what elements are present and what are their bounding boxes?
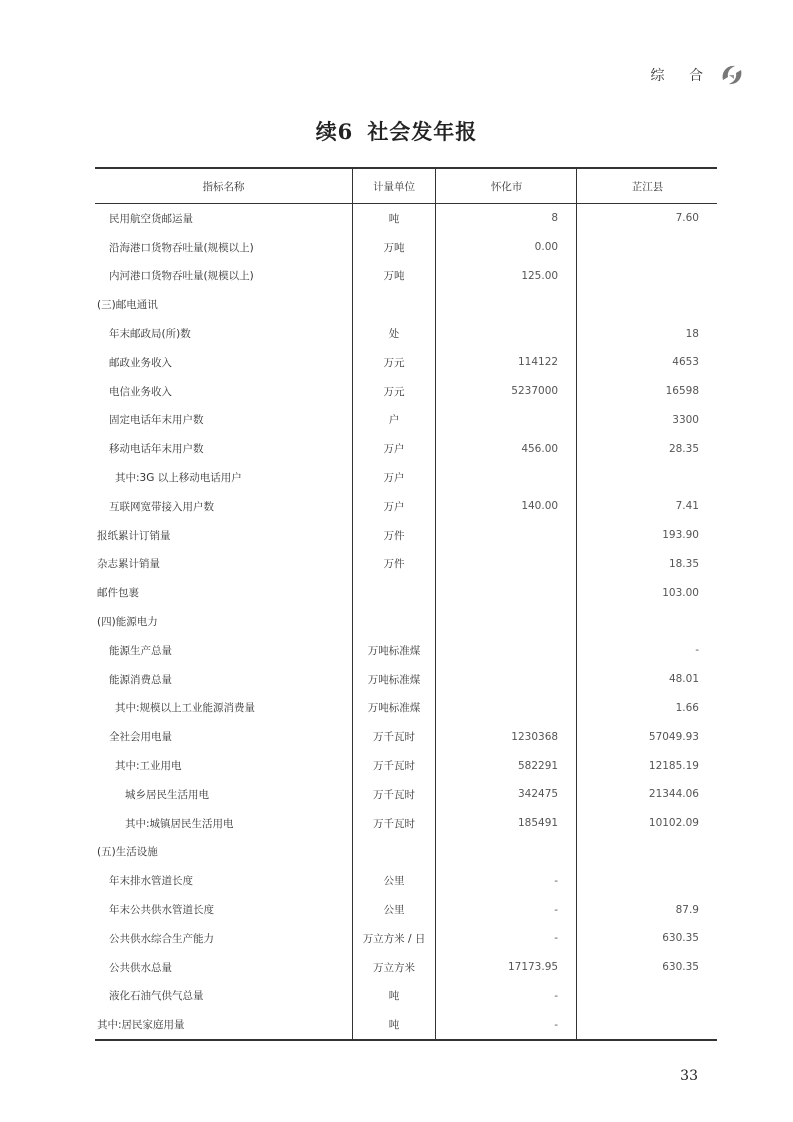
huaihua-value-cell: 125.00 (436, 262, 577, 291)
indicator-name-cell: 其中:城镇居民生活用电 (125, 817, 234, 830)
zhijiang-value-cell: 48.01 (577, 665, 717, 694)
indicator-name-cell: 固定电话年末用户数 (109, 414, 204, 427)
zhijiang-value-cell (577, 866, 717, 895)
table-row (95, 550, 717, 579)
indicator-name-cell: 液化石油气供气总量 (109, 990, 204, 1003)
huaihua-value-cell: 8 (436, 204, 577, 233)
zhijiang-value-cell: 57049.93 (577, 722, 717, 751)
column-header-zhijiang: 芷江县 (577, 168, 717, 204)
huaihua-value-cell (436, 838, 577, 867)
huaihua-value-cell: 114122 (436, 348, 577, 377)
unit-cell (352, 838, 435, 867)
unit-cell: 万吨标准煤 (352, 665, 435, 694)
table-row (95, 607, 717, 636)
indicator-name-cell: 全社会用电量 (109, 731, 172, 744)
indicator-name-cell: 其中:3G 以上移动电话用户 (115, 472, 242, 485)
unit-cell: 万户 (352, 434, 435, 463)
unit-cell: 处 (352, 319, 435, 348)
huaihua-value-cell: 185491 (436, 809, 577, 838)
unit-cell: 万吨 (352, 233, 435, 262)
indicator-name-cell: 城乡居民生活用电 (125, 788, 209, 801)
unit-cell: 万元 (352, 377, 435, 406)
table-row (95, 751, 717, 780)
table-row (95, 233, 717, 262)
unit-cell: 万吨标准煤 (352, 694, 435, 723)
table-row (95, 924, 717, 953)
unit-cell: 万元 (352, 348, 435, 377)
zhijiang-value-cell: 12185.19 (577, 751, 717, 780)
indicator-name-cell: (四)能源电力 (97, 616, 158, 629)
huaihua-value-cell: 17173.95 (436, 953, 577, 982)
huaihua-value-cell (436, 550, 577, 579)
table-row (95, 866, 717, 895)
indicator-name-cell: 互联网宽带接入用户数 (109, 500, 214, 513)
table-row (95, 895, 717, 924)
indicator-name-cell: 年末公共供水管道长度 (109, 904, 214, 917)
column-header-indicator: 指标名称 (95, 168, 352, 204)
unit-cell: 万千瓦时 (352, 722, 435, 751)
unit-cell (352, 578, 435, 607)
zhijiang-value-cell: 10102.09 (577, 809, 717, 838)
table-row (95, 809, 717, 838)
unit-cell: 万件 (352, 550, 435, 579)
huaihua-value-cell (436, 578, 577, 607)
unit-cell: 万立方米 (352, 953, 435, 982)
zhijiang-value-cell: 16598 (577, 377, 717, 406)
zhijiang-value-cell: 21344.06 (577, 780, 717, 809)
table-row (95, 348, 717, 377)
unit-cell: 万件 (352, 521, 435, 550)
table-row (95, 492, 717, 521)
indicator-name-cell: 民用航空货邮运量 (109, 212, 193, 225)
unit-cell: 公里 (352, 895, 435, 924)
huaihua-value-cell (436, 665, 577, 694)
table-row (95, 262, 717, 291)
zhijiang-value-cell: - (577, 636, 717, 665)
zhijiang-value-cell (577, 290, 717, 319)
table-body (95, 204, 717, 1041)
indicator-name-cell: 其中:居民家庭用量 (95, 1010, 352, 1040)
table-row (95, 377, 717, 406)
huaihua-value-cell: 0.00 (436, 233, 577, 262)
indicator-name-cell: 其中:规模以上工业能源消费量 (115, 702, 256, 715)
title-prefix: 续6 (315, 119, 354, 144)
zhijiang-value-cell: 4653 (577, 348, 717, 377)
zhijiang-value-cell (577, 233, 717, 262)
table-row (95, 780, 717, 809)
huaihua-value-cell: - (436, 866, 577, 895)
unit-cell: 万户 (352, 463, 435, 492)
page-number: 33 (680, 1068, 698, 1084)
column-header-huaihua: 怀化市 (436, 168, 577, 204)
indicator-name-cell: (三)邮电通讯 (97, 299, 158, 312)
table-row (95, 204, 717, 233)
table-row (95, 838, 717, 867)
zhijiang-value-cell: 1.66 (577, 694, 717, 723)
unit-cell: 万吨标准煤 (352, 636, 435, 665)
indicator-name-cell: 年末排水管道长度 (109, 875, 193, 888)
table-row (95, 290, 717, 319)
column-header-unit: 计量单位 (352, 168, 435, 204)
unit-cell: 吨 (352, 1010, 435, 1040)
huaihua-value-cell: - (436, 982, 577, 1011)
indicator-name-cell: 公共供水综合生产能力 (109, 932, 214, 945)
zhijiang-value-cell: 28.35 (577, 434, 717, 463)
table-row (95, 636, 717, 665)
unit-cell: 万户 (352, 492, 435, 521)
table-row (95, 665, 717, 694)
zhijiang-value-cell: 18.35 (577, 550, 717, 579)
huaihua-value-cell (436, 406, 577, 435)
huaihua-value-cell: - (436, 924, 577, 953)
indicator-name-cell: 杂志累计销量 (97, 558, 160, 571)
huaihua-value-cell: - (436, 895, 577, 924)
zhijiang-value-cell (577, 463, 717, 492)
zhijiang-value-cell (577, 607, 717, 636)
unit-cell: 吨 (352, 204, 435, 233)
statistics-table (95, 167, 717, 1041)
indicator-name-cell: 能源生产总量 (109, 644, 172, 657)
zhijiang-value-cell: 3300 (577, 406, 717, 435)
indicator-name-cell: (五)生活设施 (97, 846, 158, 859)
table-header-row (95, 168, 717, 204)
table-row (95, 722, 717, 751)
zhijiang-value-cell: 103.00 (577, 578, 717, 607)
unit-cell: 公里 (352, 866, 435, 895)
huaihua-value-cell (436, 636, 577, 665)
huaihua-value-cell: 342475 (436, 780, 577, 809)
zhijiang-value-cell: 18 (577, 319, 717, 348)
table-row (95, 953, 717, 982)
table-row (95, 463, 717, 492)
zhijiang-value-cell: 630.35 (577, 924, 717, 953)
indicator-name-cell: 邮件包裹 (97, 587, 139, 600)
page-title (0, 116, 793, 146)
huaihua-value-cell (436, 463, 577, 492)
indicator-name-cell: 能源消费总量 (109, 673, 172, 686)
huaihua-value-cell (436, 290, 577, 319)
zhijiang-value-cell (577, 262, 717, 291)
indicator-name-cell: 其中:工业用电 (115, 760, 182, 773)
unit-cell (352, 607, 435, 636)
unit-cell: 万千瓦时 (352, 751, 435, 780)
section-label: 综 合 (650, 68, 713, 84)
indicator-name-cell: 邮政业务收入 (109, 356, 172, 369)
huaihua-value-cell (436, 319, 577, 348)
table-row (95, 521, 717, 550)
indicator-name-cell: 移动电话年末用户数 (109, 443, 204, 456)
indicator-name-cell: 公共供水总量 (109, 961, 172, 974)
zhijiang-value-cell (577, 1010, 717, 1040)
huaihua-value-cell: 5237000 (436, 377, 577, 406)
unit-cell: 万立方米 / 日 (352, 924, 435, 953)
unit-cell: 万吨 (352, 262, 435, 291)
huaihua-value-cell: 456.00 (436, 434, 577, 463)
unit-cell: 万千瓦时 (352, 780, 435, 809)
zhijiang-value-cell: 7.60 (577, 204, 717, 233)
table-row (95, 434, 717, 463)
huaihua-value-cell (436, 607, 577, 636)
zhijiang-value-cell (577, 982, 717, 1011)
table-row (95, 982, 717, 1011)
unit-cell: 万千瓦时 (352, 809, 435, 838)
indicator-name-cell: 电信业务收入 (109, 385, 172, 398)
unit-cell (352, 290, 435, 319)
title-text: 社会发年报 (367, 119, 478, 144)
huaihua-value-cell: 140.00 (436, 492, 577, 521)
zhijiang-value-cell (577, 838, 717, 867)
table-row (95, 578, 717, 607)
zhijiang-value-cell: 630.35 (577, 953, 717, 982)
table-row (95, 319, 717, 348)
indicator-name-cell: 年末邮政局(所)数 (109, 328, 191, 341)
huaihua-value-cell: - (436, 1010, 577, 1040)
huaihua-value-cell (436, 694, 577, 723)
zhijiang-value-cell: 7.41 (577, 492, 717, 521)
zhijiang-value-cell: 193.90 (577, 521, 717, 550)
huaihua-value-cell: 582291 (436, 751, 577, 780)
huaihua-value-cell (436, 521, 577, 550)
chapter-emblem-icon (719, 62, 745, 88)
indicator-name-cell: 报纸累计订销量 (97, 529, 171, 542)
unit-cell: 户 (352, 406, 435, 435)
huaihua-value-cell: 1230368 (436, 722, 577, 751)
unit-cell: 吨 (352, 982, 435, 1011)
indicator-name-cell: 内河港口货物吞吐量(规模以上) (109, 270, 254, 283)
table-row (95, 694, 717, 723)
indicator-name-cell: 沿海港口货物吞吐量(规模以上) (109, 241, 254, 254)
section-header (651, 62, 745, 88)
table-row (95, 1010, 717, 1040)
zhijiang-value-cell: 87.9 (577, 895, 717, 924)
table-row (95, 406, 717, 435)
